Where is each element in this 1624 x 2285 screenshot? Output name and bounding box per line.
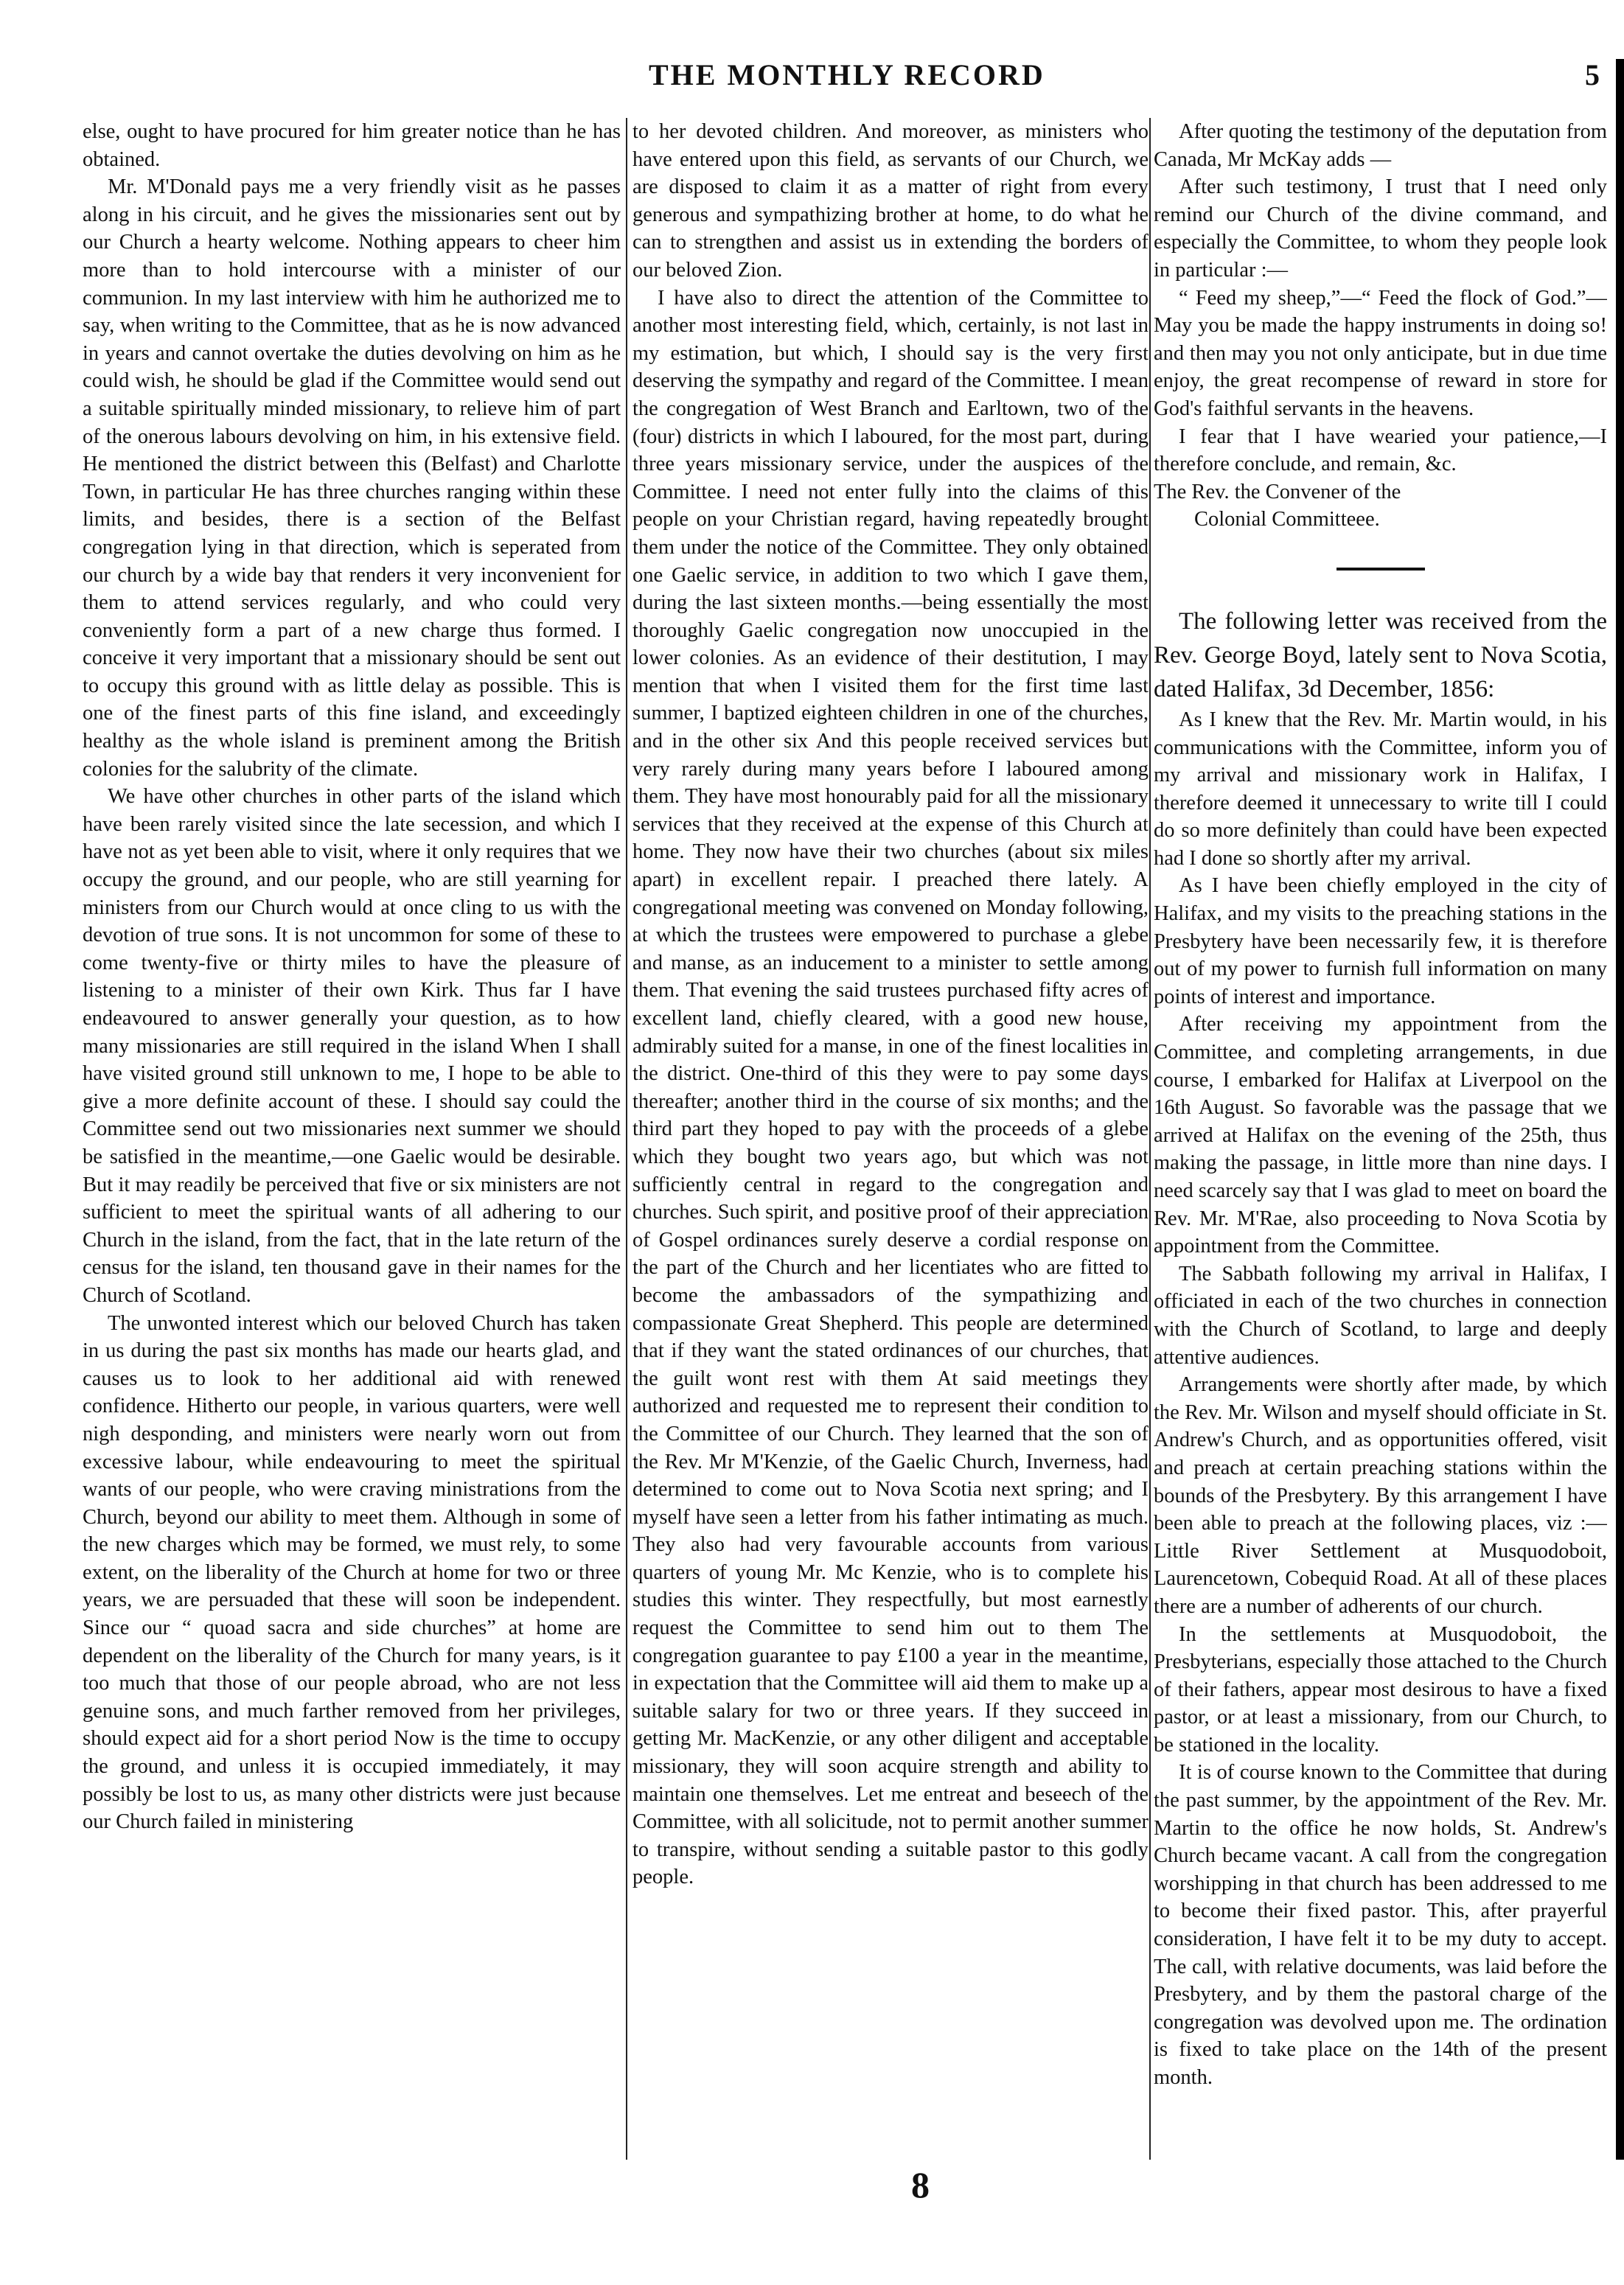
paragraph: It is of course known to the Committee that during the past summer, by the appointment of the Rev. Mr. Martin to the office he now holds, St. Andrew's Church became vacant. A call from the congregation worshipping in that church has been addressed to me to become their fixed pastor. This, after prayerful consideration, I have felt it to be my duty to accept. The call, with relative documents, was laid before the Presbytery, and by them the pastoral charge of the congregation was devolved upon me. The ordination is fixed to take place on the 14th of the present month. xyxy=(1154,1761,1607,2089)
paragraph: I have also to direct the attention of the Committee to another most interesting field, which, certainly, is not last in my estimation, but which, I should say is the very first deserving the sympathy and regard of the Committee. I mean the congregation of West Branch and Earltown, two of the (four) districts in which I laboured, for the most part, during three years missionary service, under the auspices of the Committee. I need not enter fully into the claims of this people on your Christian regard, having repeatedly brought them under the notice of the Committee. They only obtained one Gaelic service, in addition to two which I gave them, during the last sixteen months.—being essentially the most thoroughly Gaelic congregation now unoccupied in the lower colonies. As an evidence of their destitution, I may mention that when I visited them for the first time last summer, I baptized eighteen children in one of the churches, and in the other six And this people received services but very rarely during many years before I laboured among them. They have most honourably paid for all the missionary services that they received at the expense of this Church at home. They now have their two churches (about six miles apart) in excellent repair. I preached there lately. A congregational meeting was convened on Monday following, at which the trustees were empowered to purchase a glebe and manse, as an inducement to a minister to settle among them. That evening the said trustees purchased fifty acres of excellent land, chiefly cleared, with a good new house, admirably suited for a manse, in one of the finest localities in the district. One-third of this they were to pay some days thereafter; another third in the course of six months; and the third part they hoped to pay with the proceeds of a glebe which they bought two years ago, but which was not sufficiently central in regard to the congregation and churches. Such spirit, and positive proof of their appreciation of Gospel ordinances surely deserve a cordial response on the part of the Church and her licentiates who are fitted to become the ambassadors of the sympathizing and compassionate Great Shepherd. This people are determined that if they want the stated ordinances of our churches, that the guilt wont rest with them At said meetings they authorized and requested me to represent their condition to the Committee of our Church. They learned that the son of the Rev. Mr M'Kenzie, of the Gaelic Church, Inverness, had determined to come out to Nova Scotia next spring; and I myself have seen a letter from his father intimating as much. They also had very favourable accounts from various quarters of young Mr. Mc Kenzie, who is to complete his studies this winter. They respectfully, but most earnestly request the Committee to send him out to them The congregation guarantee to pay £100 a year in the meantime, in expectation that the Committee will aid them to make up a suitable salary for two or three years. If they succeed in getting Mr. MacKenzie, or any other diligent and acceptable missionary, they will soon acquire strength and ability to maintain one themselves. Let me entreat and beseech of the Committee, with all solicitude, not to permit another summer to transpire, without sending a suitable pastor to this godly people. xyxy=(632,286,1149,1889)
paragraph: Mr. M'Donald pays me a very friendly visit as he passes along in his circuit, and he gives the missionaries sent out by our Church a hearty welcome. Nothing appears to cheer him more than to hold intercourse with a minister of our communion. In my last interview with him he authorized me to say, when writing to the Committee, that as he is now advanced in years and cannot overtake the duties devolving on him as he could wish, he should be glad if the Committee would send out a suitable spiritually minded missionary, to relieve him of part of the onerous labours devolving on him, in his extensive field. He mentioned the district between this (Belfast) and Charlotte Town, in particular He has three churches ranging within these limits, and besides, there is a section of the Belfast congregation lying in that direction, which is seperated from our church by a wide bay that renders it very inconvenient for them to attend services regularly, and who could very conveniently form a part of a new charge thus formed. I conceive it very important that a missionary should be sent out to occupy this ground with as little delay as possible. This is one of the finest parts of this fine island, and exceedingly healthy as the whole island is preminent among the British colonies for the salubrity of the climate. xyxy=(83,175,621,781)
column-divider-left xyxy=(626,118,627,2160)
paragraph: As I have been chiefly employed in the city of Halifax, and my visits to the preaching stations in the Presbytery have been necessarily few, it is therefore out of my power to furnish full information on many points of interest and importance. xyxy=(1154,874,1607,1008)
paragraph: After such testimony, I trust that I need only remind our Church of the divine command, and especially the Committee, to whom they people look in particular :— xyxy=(1154,175,1607,282)
footer-page-number: 8 xyxy=(911,2164,930,2205)
column-divider-right xyxy=(1149,118,1151,2160)
signoff-line: The Rev. the Convener of the xyxy=(1154,480,1401,503)
paragraph: We have other churches in other parts of the island which have been rarely visited since the late secession, and which I have not as yet been able to visit, where it only requires that we occupy the ground, and our people, who are still yearning for ministers from our Church would at once cling to us with the devotion of true sons. It is not uncommon for some of these to come twenty-five or thirty miles to have the pleasure of listening to a minister of their own Kirk. Thus far I have endeavoured to answer generally your question, as to how many missionaries are still required in the island When I shall have visited ground still unknown to me, I hope to be able to give a more definite account of these. I should say could the Committee send out two missionaries next summer we should be satisfied in the meantime,—one Gaelic would be desirable. But it may readily be perceived that five or six ministers are not sufficient to meet the spiritual wants of all adhering to our Church in the island, from the fact, that in the late return of the census for the island, ten thousand gave in their names for the Church of Scotland. xyxy=(83,785,621,1307)
header-page-number: 5 xyxy=(1585,58,1600,91)
binding-edge xyxy=(1616,59,1624,2160)
paragraph: The Sabbath following my arrival in Halifax, I officiated in each of the two churches in connection with the Church of Scotland, to large and deeply attentive audiences. xyxy=(1154,1262,1607,1369)
article-column-3 xyxy=(1154,118,1607,2160)
paragraph: I fear that I have wearied your patience,—I therefore conclude, and remain, &c. xyxy=(1154,425,1607,476)
paragraph: In the settlements at Musquodoboit, the Presbyterians, especially those attached to the Church of their fathers, appear most desirous to have a fixed pastor, or at least a missionary, from our Church, to be stationed in the locality. xyxy=(1154,1622,1607,1757)
paragraph: Arrangements were shortly after made, by which the Rev. Mr. Wilson and myself should officiate in St. Andrew's Church, and as opportunities offered, visit and preach at certain preaching stations within the bounds of the Presbytery. By this arrangement I have been able to preach at the following places, viz :— Little River Settlement at Musquodoboit, Laurencetown, Cobequid Road. At all of these places there are a number of adherents of our church. xyxy=(1154,1373,1607,1618)
page-header xyxy=(0,57,1624,116)
paragraph: After quoting the testimony of the deputation from Canada, Mr McKay adds — xyxy=(1154,120,1607,171)
article-column-2 xyxy=(632,118,1149,2160)
paragraph: As I knew that the Rev. Mr. Martin would, in his communications with the Committee, inform you of my arrival and missionary work in Halifax, I therefore deemed it unnecessary to write till I could do so more definitely than could have been expected had I done so shortly after my arrival. xyxy=(1154,708,1607,870)
paragraph: “ Feed my sheep,”—“ Feed the flock of God.”—May you be made the happy instruments in doing so! and then may you not only anticipate, but in due time enjoy, the great recompense of reward in store for God's faithful servants in the heavens. xyxy=(1154,286,1607,420)
section-separator xyxy=(1337,568,1425,571)
paragraph: The unwonted interest which our beloved Church has taken in us during the past six months has made our hearts glad, and causes us to look to her additional aid with renewed confidence. Hitherto our people, in various quarters, were well nigh desponding, and ministers were nearly worn out from excessive labour, while endeavouring to meet the spiritual wants of our people, who were craving ministrations from the Church, beyond our ability to meet them. Although in some of the new charges which may be formed, we must rely, to some extent, on the liberality of the Church at home for two or three years, we are persuaded that these will soon be independent. Since our “ quoad sacra and side churches” at home are dependent on the liberality of the Church for many years, is it too much that those of our people abroad, who are not less genuine sons, and much farther removed from her privileges, should expect aid for a short period Now is the time to occupy the ground, and unless it is occupied immediately, it may possibly be lost to us, as many other districts were just because our Church failed in ministering xyxy=(83,1311,621,1834)
signoff-line: Colonial Committeee. xyxy=(1194,508,1380,531)
letter-introduction: The following letter was received from the Rev. George Boyd, lately sent to Nova Scotia, dated Halifax, 3d December, 1856: xyxy=(1154,607,1607,702)
page-title: THE MONTHLY RECORD xyxy=(649,58,1045,91)
paragraph: After receiving my appointment from the Committee, and completing arrangements, in due course, I embarked for Halifax at Liverpool on the 16th August. So favorable was the passage that we arrived at Halifax on the evening of the 25th, thus making the passage, in little more than nine days. I need scarcely say that I was glad to meet on board the Rev. Mr. M'Rae, also proceeding to Nova Scotia by appointment from the Committee. xyxy=(1154,1013,1607,1258)
paragraph: to her devoted children. And moreover, as ministers who have entered upon this field, as servants of our Church, we are disposed to claim it as a matter of right from every generous and sympathizing brother at home, to do what he can to strengthen and assist us in extending the borders of our beloved Zion. xyxy=(632,120,1149,282)
paragraph: else, ought to have procured for him greater notice than he has obtained. xyxy=(83,120,621,171)
article-column-1 xyxy=(83,118,621,2160)
